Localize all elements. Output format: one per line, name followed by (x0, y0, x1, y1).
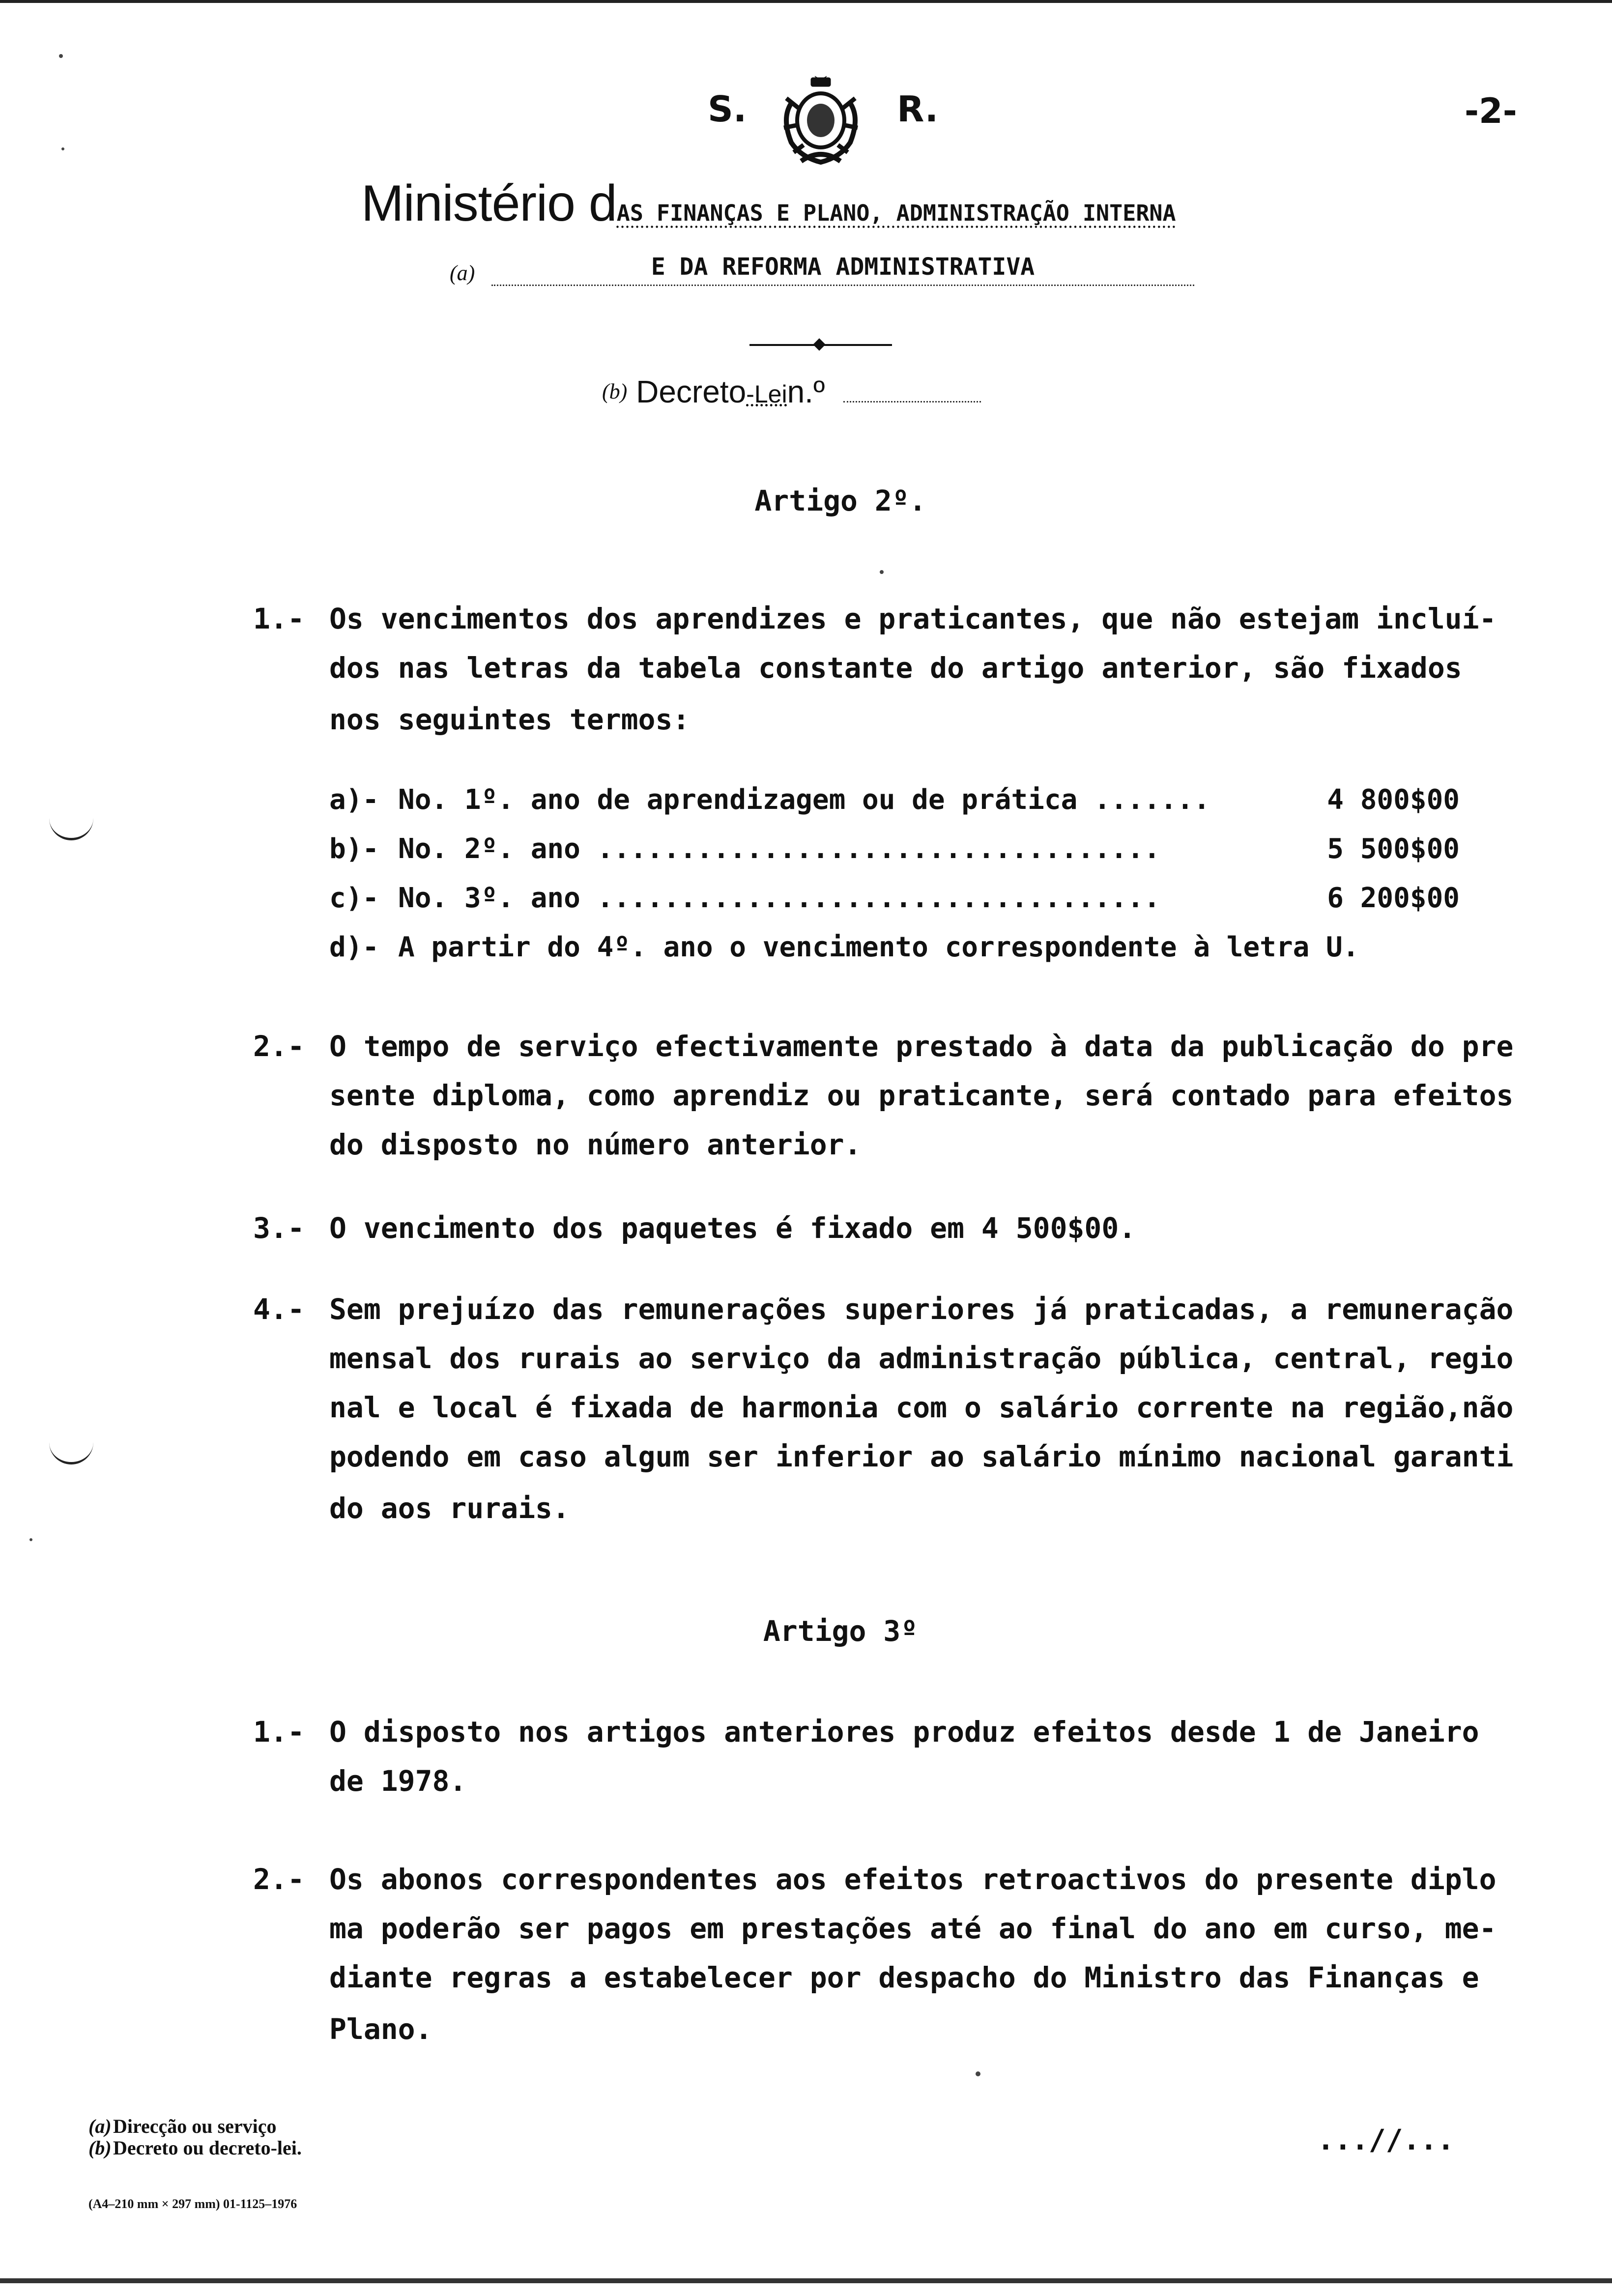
footnote-a (88, 2116, 302, 2137)
sub-item-amount: 5 500$00 (1327, 833, 1460, 865)
scan-speck (59, 54, 63, 58)
item-number: 2.- (253, 1030, 305, 1063)
decree-type-fill: -Lei (746, 380, 787, 408)
top-edge-rule (0, 0, 1612, 3)
item-number: 4.- (253, 1292, 305, 1326)
sub-item-amount: 4 800$00 (1327, 784, 1460, 816)
sub-item-label: c)- (329, 882, 379, 914)
footnote-b-mark: (b) (88, 2137, 112, 2159)
punch-hole-mark (49, 1442, 93, 1464)
paragraph-line: mensal dos rurais ao serviço da administração pública, central, regio (329, 1342, 1514, 1375)
republic-header (708, 84, 944, 172)
paragraph-line: podendo em caso algum ser inferior ao salário mínimo nacional garanti (329, 1440, 1514, 1473)
salary-table-row (329, 833, 1460, 865)
ministry-title-name: AS FINANÇAS E PLANO, ADMINISTRAÇÃO INTERNA (616, 200, 1176, 226)
salary-table-row (329, 882, 1460, 914)
paragraph-line: sente diploma, como aprendiz ou praticante, será contado para efeitos (329, 1079, 1514, 1112)
form-reference: (A4–210 mm × 297 mm) 01-1125–1976 (88, 2197, 297, 2211)
continuation-mark: ...//... (1317, 2123, 1455, 2156)
paragraph-line: Os abonos correspondentes aos efeitos retroactivos do presente diplo (329, 1863, 1497, 1896)
scan-speck (29, 1538, 32, 1541)
paragraph-line: nal e local é fixada de harmonia com o salário corrente na região,não (329, 1391, 1514, 1424)
sr-left-letter: S. (708, 88, 747, 130)
paragraph-line: do aos rurais. (329, 1492, 570, 1525)
item-number: 1.- (253, 1715, 305, 1749)
sub-item-amount: 6 200$00 (1327, 882, 1460, 914)
sub-item-text: No. 2º. ano .................................. (398, 833, 1160, 865)
sub-item-text: A partir do 4º. ano o vencimento correspondente à letra U. (398, 931, 1359, 963)
paragraph-line: nos seguintes termos: (329, 703, 690, 736)
footnote-b-text: Decreto ou decreto-lei. (113, 2137, 302, 2159)
decree-number-label: n.º (787, 374, 825, 409)
paragraph-line: O disposto nos artigos anteriores produz efeitos desde 1 de Janeiro (329, 1715, 1479, 1749)
page-number: -2- (1465, 91, 1517, 131)
diamond-icon (813, 338, 825, 350)
ministry-title-prefix: Ministério d (361, 175, 617, 232)
bottom-edge-rule (0, 2278, 1612, 2283)
decree-label: Decreto (636, 374, 747, 409)
paragraph-line: de 1978. (329, 1764, 467, 1798)
scan-speck (61, 147, 64, 150)
footnote-b (88, 2137, 302, 2159)
coat-of-arms-emblem (772, 74, 870, 167)
paragraph-line: diante regras a estabelecer por despacho do Ministro das Finanças e (329, 1961, 1479, 1994)
decree-line (602, 373, 981, 410)
ornamental-divider (749, 339, 892, 351)
item-number: 3.- (253, 1211, 305, 1245)
ministry-title-line2: E DA REFORMA ADMINISTRATIVA (491, 253, 1194, 286)
sub-item-label: a)- (329, 784, 379, 816)
salary-table-row (329, 931, 1460, 963)
decree-number-blank (843, 381, 981, 402)
footnotes (88, 2116, 302, 2159)
scan-speck (976, 2071, 980, 2076)
sub-item-label: d)- (329, 931, 379, 963)
paragraph-line: O vencimento dos paquetes é fixado em 4 500$00. (329, 1211, 1136, 1245)
paragraph-line: Plano. (329, 2012, 432, 2046)
paragraph-line: Sem prejuízo das remunerações superiores já praticadas, a remuneração (329, 1292, 1514, 1326)
paragraph-line: ma poderão ser pagos em prestações até ao final do ano em curso, me- (329, 1912, 1497, 1945)
salary-table-row (329, 784, 1460, 816)
paragraph-line: do disposto no número anterior. (329, 1128, 862, 1161)
article-2-heading: Artigo 2º. (754, 484, 926, 517)
footnote-a-mark: (a) (88, 2115, 112, 2137)
footnote-a-text: Direcção ou serviço (113, 2115, 277, 2137)
sr-right-letter: R. (897, 88, 939, 130)
paragraph-line: Os vencimentos dos aprendizes e praticantes, que não estejam incluí- (329, 602, 1497, 635)
punch-hole-mark (49, 818, 93, 840)
item-number: 2.- (253, 1863, 305, 1896)
paragraph-line: O tempo de serviço efectivamente prestado à data da publicação do pre (329, 1030, 1514, 1063)
sub-item-label: b)- (329, 833, 379, 865)
article-3-heading: Artigo 3º (763, 1614, 918, 1648)
scan-speck (880, 570, 884, 574)
sub-item-text: No. 1º. ano de aprendizagem ou de prática ....... (398, 784, 1210, 816)
footnote-marker-a: (a) (450, 261, 475, 285)
sub-item-text: No. 3º. ano .................................. (398, 882, 1160, 914)
ministry-title (361, 174, 1176, 233)
paragraph-line: dos nas letras da tabela constante do artigo anterior, são fixados (329, 651, 1462, 685)
footnote-marker-b: (b) (602, 379, 628, 403)
item-number: 1.- (253, 602, 305, 635)
